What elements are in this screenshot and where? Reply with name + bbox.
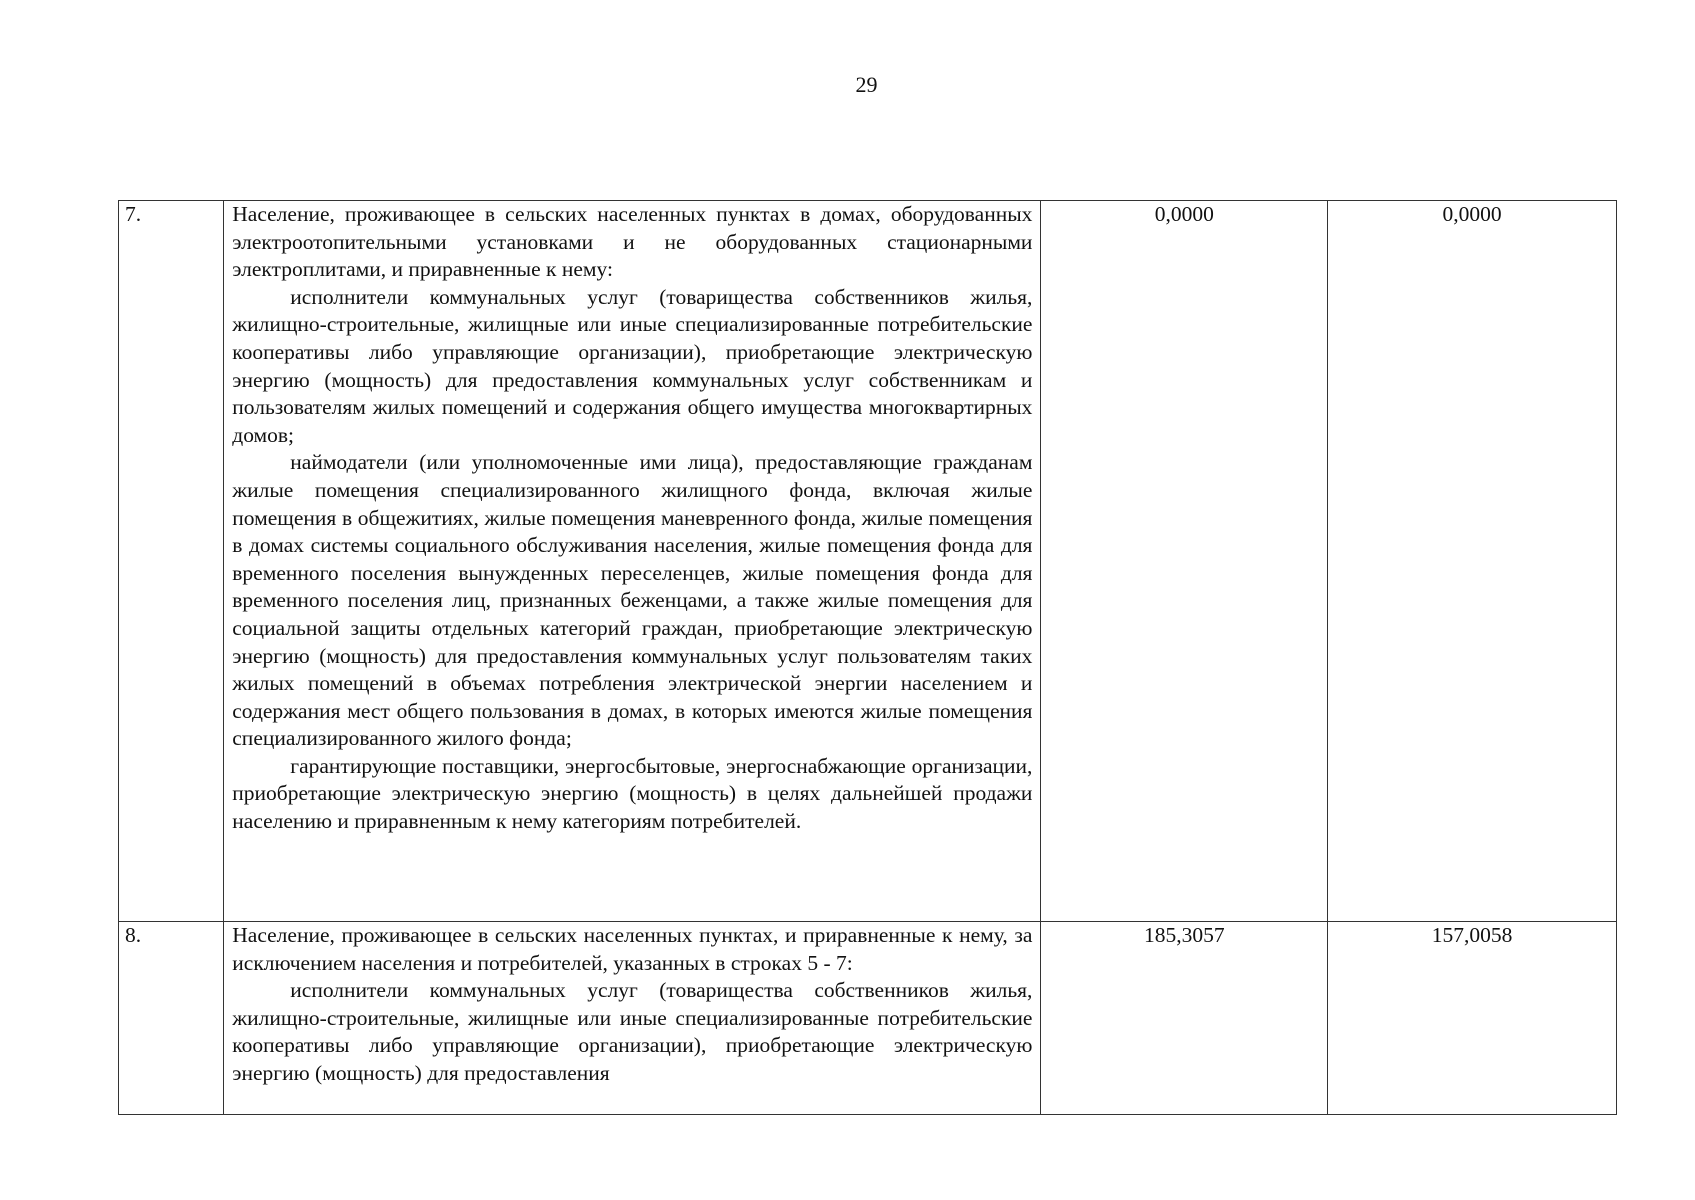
value-cell-1: 0,0000	[1041, 201, 1328, 922]
description-paragraph: гарантирующие поставщики, энергосбытовые, энергоснабжающие организации, приобретающие электрическую энергию (мощность) в целях дальнейшей продажи населению и приравненным к нему категориям потребителей.	[232, 753, 1033, 834]
row-description	[224, 201, 1041, 922]
row-description	[224, 922, 1041, 1115]
table-row	[119, 922, 1617, 1115]
row-number: 8.	[119, 922, 224, 1115]
value-cell-2: 157,0058	[1328, 922, 1617, 1115]
page-number: 29	[855, 72, 878, 97]
row-number: 7.	[119, 201, 224, 922]
value-cell-1: 185,3057	[1041, 922, 1328, 1115]
description-paragraph: Население, проживающее в сельских населенных пунктах, и приравненные к нему, за исключением населения и потребителей, указанных в строках 5 - 7:	[232, 923, 1033, 975]
description-paragraph: Население, проживающее в сельских населенных пунктах в домах, оборудованных электроотопительными установками и не оборудованных стационарными электроплитами, и приравненные к нему:	[232, 202, 1033, 282]
tariff-table	[118, 200, 1617, 1115]
description-paragraph: исполнители коммунальных услуг (товарищества собственников жилья, жилищно-строительные, жилищные или иные специализированные потребительские кооперативы либо управляющие организации), приобретающие электрическую энергию (мощность) для предоставления коммунальных услуг собственникам и пользователям жилых помещений и содержания общего имущества многоквартирных домов;	[232, 284, 1033, 447]
description-paragraph: исполнители коммунальных услуг (товарищества собственников жилья, жилищно-строительные, жилищные или иные специализированные потребительские кооперативы либо управляющие организации), приобретающие электрическую энергию (мощность) для предоставления	[232, 978, 1033, 1085]
table-row	[119, 201, 1617, 922]
description-paragraph: наймодатели (или уполномоченные ими лица), предоставляющие гражданам жилые помещения специализированного жилищного фонда, включая жилые помещения в общежитиях, жилые помещения маневренного фонда, жилые помещения в домах системы социального обслуживания населения, жилые помещения фонда для временного поселения вынужденных переселенцев, жилые помещения фонда для временного поселения лиц, признанных беженцами, а также жилые помещения для социальной защиты отдельных категорий граждан, приобретающие электрическую энергию (мощность) для предоставления коммунальных услуг пользователям таких жилых помещений в объемах потребления электрической энергии населением и содержания мест общего пользования в домах, в которых имеются жилые помещения специализированного жилого фонда;	[232, 450, 1033, 751]
value-cell-2: 0,0000	[1328, 201, 1617, 922]
